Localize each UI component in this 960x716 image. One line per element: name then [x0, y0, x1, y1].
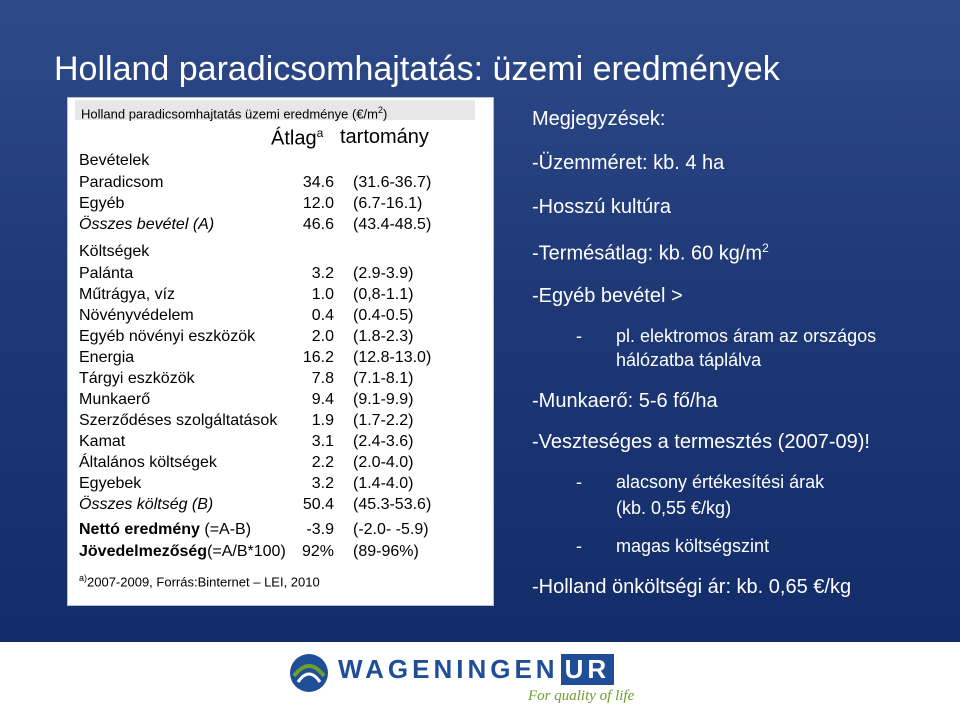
results-table-panel — [67, 97, 494, 606]
row-range: (6.7-16.1) — [353, 195, 423, 212]
row-label: Összes költség (B) — [79, 496, 214, 513]
note-labour: -Munkaerő: 5-6 fő/ha — [532, 390, 718, 412]
row-value: 12.0 — [302, 195, 334, 212]
page-title: Holland paradicsomhajtatás: üzemi eredmények — [54, 50, 780, 88]
note-farm-size: -Üzemméret: kb. 4 ha — [532, 152, 725, 174]
row-label: Egyéb növényi eszközök — [79, 328, 256, 345]
row-label: Tárgyi eszközök — [79, 370, 195, 387]
row-label: Növényvédelem — [79, 307, 194, 324]
row-value: 2.2 — [311, 454, 334, 471]
table-heading-sup: 2 — [377, 105, 383, 115]
row-value: 3.2 — [311, 265, 334, 282]
row-range: (2.4-3.6) — [353, 433, 414, 450]
row-value: 0.4 — [311, 307, 334, 324]
column-header-average-sup: a — [316, 126, 324, 140]
row-label: Egyebek — [79, 475, 142, 492]
note-yield-sup: 2 — [762, 241, 769, 255]
sub-high-costs-text: magas költségszint — [616, 536, 770, 556]
row-range: (1.4-4.0) — [353, 475, 414, 492]
footnote-marker: a) — [79, 573, 88, 583]
row-range: (12.8-13.0) — [353, 349, 432, 366]
note-long-culture: -Hosszú kultúra — [532, 196, 671, 218]
note-yield-text: -Termésátlag: kb. 60 kg/m — [532, 242, 763, 265]
row-label: Összes bevétel (A) — [79, 216, 215, 233]
row-range: (0,8-1.1) — [353, 286, 414, 303]
wageningen-logo-icon — [288, 652, 330, 694]
logo-name-main: WAGENINGEN — [338, 654, 559, 684]
table-heading-text: Holland paradicsomhajtatás üzemi eredménye ( — [81, 106, 357, 122]
profitability-label-bold: Jövedelmezőség — [79, 543, 208, 560]
row-label: Egyéb — [79, 195, 125, 212]
profitability-range: (89-96%) — [353, 543, 419, 560]
row-value: 3.2 — [311, 475, 334, 492]
profitability-value: 92% — [301, 543, 334, 560]
row-label: Általános költségek — [79, 454, 217, 471]
row-range: (43.4-48.5) — [353, 216, 432, 233]
sub-low-prices-line2: (kb. 0,55 €/kg) — [616, 498, 732, 518]
row-value: 46.6 — [302, 216, 334, 233]
row-label: Paradicsom — [79, 174, 164, 191]
row-range: (31.6-36.7) — [353, 174, 432, 191]
table-heading-close: ) — [383, 106, 388, 122]
column-header-average-text: Átlag — [271, 127, 317, 150]
logo-tagline: For quality of life — [528, 688, 635, 704]
footnote-text: 2007-2009, Forrás:Binternet – LEI, 2010 — [87, 574, 320, 590]
net-result-label-bold: Nettó eredmény — [79, 521, 200, 538]
row-label: Műtrágya, víz — [79, 286, 176, 303]
row-value: 1.0 — [311, 286, 334, 303]
table-heading-unit: €/m — [356, 106, 378, 122]
row-range: (9.1-9.9) — [353, 391, 414, 408]
footer-logo-bar — [0, 642, 960, 716]
row-range: (1.8-2.3) — [353, 328, 414, 345]
note-yield — [532, 241, 769, 266]
row-range: (0.4-0.5) — [353, 307, 414, 324]
note-cost-price: -Holland önköltségi ár: kb. 0,65 €/kg — [532, 576, 852, 598]
row-range: (1.7-2.2) — [353, 412, 414, 429]
profitability-label-rest: (=A/B*100) — [207, 543, 286, 560]
sub-dash: - — [576, 472, 582, 492]
row-value: 2.0 — [311, 328, 334, 345]
row-range: (45.3-53.6) — [353, 496, 432, 513]
logo-wordmark — [338, 654, 614, 685]
notes-heading: Megjegyzések: — [532, 108, 666, 130]
row-range: (2.9-3.9) — [353, 265, 414, 282]
column-header-range: tartomány — [340, 126, 429, 148]
row-value: 3.1 — [311, 433, 334, 450]
row-label: Energia — [79, 349, 135, 366]
sub-electricity-line2: hálózatba táplálva — [616, 350, 762, 370]
row-value: 50.4 — [302, 496, 334, 513]
sub-electricity-line1: pl. elektromos áram az országos — [616, 326, 877, 346]
logo-name-ur: UR — [561, 654, 615, 685]
net-result-label-rest: (=A-B) — [199, 521, 252, 538]
note-loss: -Veszteséges a termesztés (2007-09)! — [532, 431, 870, 453]
row-value: 7.8 — [311, 370, 334, 387]
row-value: 34.6 — [302, 174, 334, 191]
cost-section-head: Költségek — [79, 243, 150, 260]
sub-dash: - — [576, 326, 582, 346]
row-label: Munkaerő — [79, 391, 151, 408]
sub-low-prices-line1: alacsony értékesítési árak — [616, 472, 825, 492]
row-value: 9.4 — [311, 391, 334, 408]
table-heading — [75, 100, 475, 120]
row-range: (7.1-8.1) — [353, 370, 414, 387]
row-value: 1.9 — [311, 412, 334, 429]
income-section-head: Bevételek — [79, 152, 150, 169]
net-result-range: (-2.0- -5.9) — [353, 521, 429, 538]
net-result-value: -3.9 — [306, 521, 334, 538]
column-header-average — [271, 126, 323, 151]
row-value: 16.2 — [302, 349, 334, 366]
row-label: Palánta — [79, 265, 134, 282]
row-range: (2.0-4.0) — [353, 454, 414, 471]
note-other-income: -Egyéb bevétel > — [532, 285, 683, 307]
table-footnote — [79, 573, 320, 589]
row-label: Szerződéses szolgáltatások — [79, 412, 278, 429]
sub-dash: - — [576, 536, 582, 556]
row-label: Kamat — [79, 433, 126, 450]
